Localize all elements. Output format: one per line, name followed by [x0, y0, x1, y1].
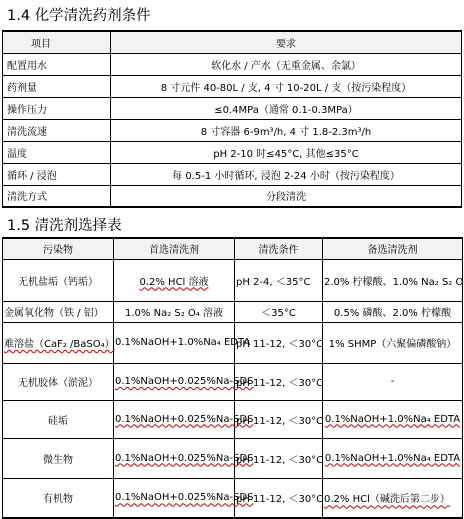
table-row	[3, 438, 463, 478]
cell-pollutant: 有机物	[3, 478, 114, 518]
row-item: 药剂量	[3, 75, 111, 97]
table-row	[3, 119, 462, 141]
row-item: 清洗流速	[3, 119, 111, 141]
cell-pollutant: 难溶盐（CaF₂ /BaSO₄）	[3, 322, 114, 363]
cell-condition: ＜35°C	[235, 301, 323, 322]
row-value: 8 寸元件 40-80L / 支, 4 寸 10-20L / 支（按污染程度）	[111, 75, 462, 97]
cell-pollutant: 微生物	[3, 438, 114, 478]
cell-pollutant: 硅垢	[3, 400, 114, 438]
table-row	[3, 163, 462, 185]
cell-alternative: -	[323, 363, 463, 400]
header-alternative: 备选清洗剂	[323, 238, 463, 259]
cell-condition: pH 11-12, ＜30°C	[235, 322, 323, 363]
cell-condition: pH 11-12, ＜30°C	[235, 438, 323, 478]
cell-alternative: 1% SHMP（六聚偏磷酸钠）	[323, 322, 463, 363]
cleaning-agent-selection-table	[2, 237, 463, 519]
cell-pollutant: 无机胶体（淤泥）	[3, 363, 114, 400]
cell-alternative: 0.1%NaOH+1.0%Na₄ EDTA	[323, 400, 463, 438]
table-row	[3, 400, 463, 438]
cell-pollutant: 金属氧化物（铁 / 铝）	[3, 301, 114, 322]
header-condition: 清洗条件	[235, 238, 323, 259]
header-pollutant: 污染物	[3, 238, 114, 259]
row-item: 配置用水	[3, 53, 111, 75]
cell-alternative: 0.1%NaOH+1.0%Na₄ EDTA	[323, 438, 463, 478]
table-row	[3, 259, 463, 301]
table-row	[3, 97, 462, 119]
cell-condition: pH 11-12, ＜30°C	[235, 363, 323, 400]
cell-preferred: 0.2% HCl 溶液	[114, 259, 235, 301]
cell-alternative: 2.0% 柠檬酸、1.0% Na₂ S₂ O	[323, 259, 463, 301]
table-row	[3, 185, 462, 207]
cell-pollutant: 无机盐垢（钙垢）	[3, 259, 114, 301]
table-header-row	[3, 238, 463, 259]
cell-preferred: 0.1%NaOH+0.025%Na-SDS	[114, 400, 235, 438]
table-row	[3, 478, 463, 518]
table-row	[3, 301, 463, 322]
header-requirement: 要求	[111, 31, 462, 53]
row-value: 软化水 / 产水（无重金属、余氯）	[111, 53, 462, 75]
row-value: pH 2-10 时≤45°C, 其他≤35°C	[111, 141, 462, 163]
header-preferred: 首选清洗剂	[114, 238, 235, 259]
table-row	[3, 75, 462, 97]
cell-alternative: 0.5% 磷酸、2.0% 柠檬酸	[323, 301, 463, 322]
header-item: 项目	[3, 31, 111, 53]
row-item: 清洗方式	[3, 185, 111, 207]
row-value: 分段清洗	[111, 185, 462, 207]
cell-alternative: 0.2% HCl（碱洗后第二步）	[323, 478, 463, 518]
cleaning-conditions-table	[2, 30, 462, 208]
cell-condition: pH 2-4, ＜35°C	[235, 259, 323, 301]
cell-preferred: 0.1%NaOH+1.0%Na₄ EDTA	[114, 322, 235, 363]
table-row	[3, 141, 462, 163]
table-row	[3, 53, 462, 75]
row-item: 温度	[3, 141, 111, 163]
cell-preferred: 1.0% Na₂ S₂ O₄ 溶液	[114, 301, 235, 322]
row-value: 每 0.5-1 小时循环, 浸泡 2-24 小时（按污染程度）	[111, 163, 462, 185]
table-row	[3, 322, 463, 363]
row-value: ≤0.4MPa（通常 0.1-0.3MPa）	[111, 97, 462, 119]
table-row	[3, 363, 463, 400]
cell-preferred: 0.1%NaOH+0.025%Na-SDS	[114, 478, 235, 518]
row-item: 循环 / 浸泡	[3, 163, 111, 185]
cell-preferred: 0.1%NaOH+0.025%Na-SDS	[114, 363, 235, 400]
row-item: 操作压力	[3, 97, 111, 119]
cell-condition: pH 11-12, ＜30°C	[235, 400, 323, 438]
row-value: 8 寸容器 6-9m³/h, 4 寸 1.8-2.3m³/h	[111, 119, 462, 141]
section-1-title: 1.4 化学清洗药剂条件	[7, 8, 151, 24]
section-2-title: 1.5 清洗剂选择表	[7, 218, 122, 234]
cell-condition: pH 11-12, ＜30°C	[235, 478, 323, 518]
table-header-row	[3, 31, 462, 53]
cell-preferred: 0.1%NaOH+0.025%Na-SDS	[114, 438, 235, 478]
